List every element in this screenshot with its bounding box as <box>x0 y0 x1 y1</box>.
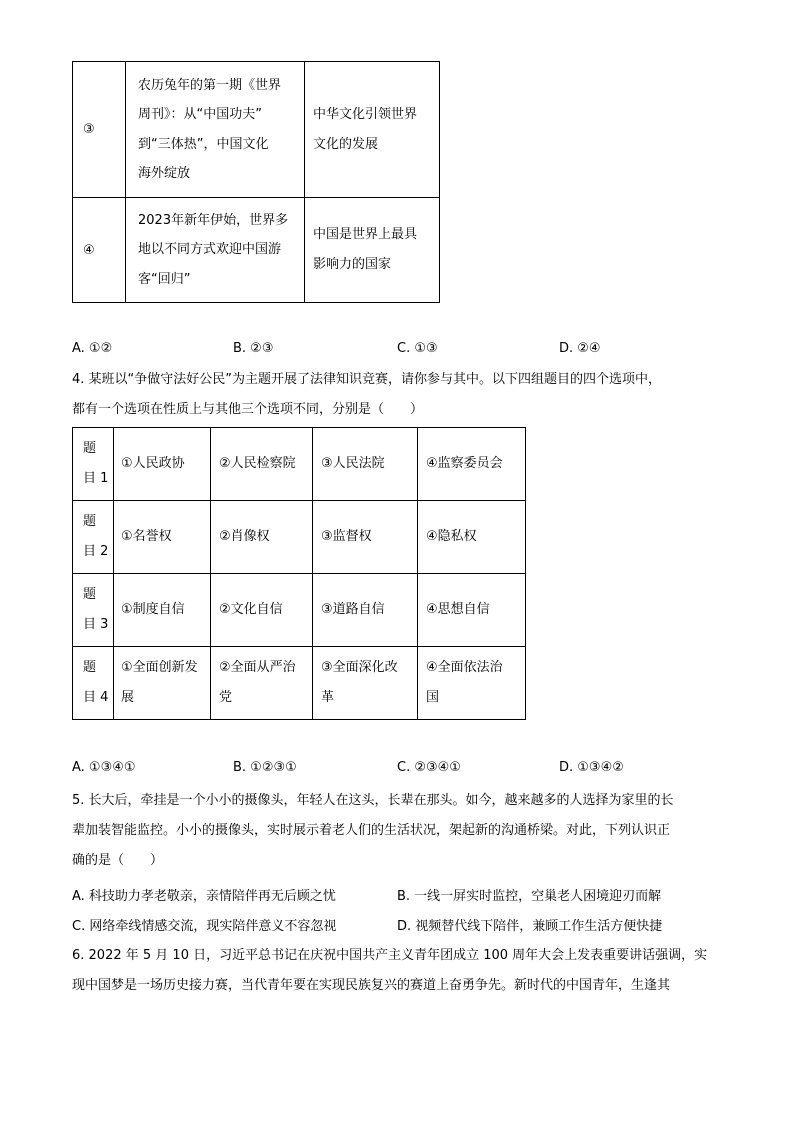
conclusion-line: 中华文化引领世界 <box>313 106 418 122</box>
table-row <box>73 62 440 198</box>
question-line: 都有一个选项在性质上与其他三个选项不同，分别是（ ） <box>72 402 424 417</box>
table-cell: ①人民政协 <box>114 428 211 501</box>
q4-table <box>72 427 526 720</box>
question-6 <box>72 941 732 1001</box>
row-label <box>73 647 114 720</box>
conclusion-line: 文化的发展 <box>313 136 379 152</box>
row-label <box>73 574 114 647</box>
table-cell: ④思想自信 <box>418 574 526 647</box>
option-c[interactable]: C. ①③ <box>397 341 438 356</box>
table-row <box>73 198 440 303</box>
table-cell: ④全面依法治 国 <box>418 647 526 720</box>
question-4 <box>72 365 732 425</box>
table-cell: ②文化自信 <box>211 574 313 647</box>
row-description <box>126 62 305 198</box>
top-table <box>72 61 440 303</box>
option-d[interactable]: D. 视频替代线下陪伴，兼顾工作生活方便快捷 <box>397 919 663 934</box>
question-line: 4. 某班以“争做守法好公民”为主题开展了法律知识竞赛，请你参与其中。以下四组题目的四个选项中， <box>72 372 662 387</box>
table-row <box>73 428 526 501</box>
table-cell: ③全面深化改 革 <box>313 647 418 720</box>
table-row <box>73 647 526 720</box>
option-a[interactable]: A. ①② <box>72 341 113 356</box>
table-cell: ①制度自信 <box>114 574 211 647</box>
row-conclusion <box>305 198 440 303</box>
label-line: 目 3 <box>83 617 109 632</box>
row-conclusion <box>305 62 440 198</box>
label-line: 目 1 <box>83 471 109 486</box>
table-cell: ③监督权 <box>313 501 418 574</box>
label-line: 题 <box>83 441 97 456</box>
table-cell: ①全面创新发 展 <box>114 647 211 720</box>
label-line: 目 2 <box>83 544 109 559</box>
option-b[interactable]: B. ①②③① <box>233 760 297 775</box>
row-number: ④ <box>73 198 126 303</box>
option-d[interactable]: D. ①③④② <box>559 760 624 775</box>
table-cell: ③人民法院 <box>313 428 418 501</box>
question-line: 辈加装智能监控。小小的摄像头，实时展示着老人们的生活状况，架起新的沟通桥梁。对此，下列认识正 <box>72 823 671 838</box>
row-description <box>126 198 305 303</box>
label-line: 目 4 <box>83 690 109 705</box>
desc-line: 到“三体热”，中国文化 <box>138 136 269 152</box>
desc-line: 海外绽放 <box>138 166 191 181</box>
question-line: 现中国梦是一场历史接力赛，当代青年要在实现民族复兴的赛道上奋勇争先。新时代的中国青年，生逢其 <box>72 978 671 993</box>
table-cell: ②全面从严治 党 <box>211 647 313 720</box>
option-b[interactable]: B. ②③ <box>233 341 274 356</box>
desc-line: 2023年新年伊始，世界多 <box>138 212 289 228</box>
desc-line: 周刊》：从“中国功夫” <box>138 107 262 122</box>
table-cell: ④隐私权 <box>418 501 526 574</box>
table-cell: ④监察委员会 <box>418 428 526 501</box>
question-5 <box>72 786 732 876</box>
label-line: 题 <box>83 660 97 675</box>
label-line: 题 <box>83 514 97 529</box>
label-line: 题 <box>83 587 97 602</box>
desc-line: 地以不同方式欢迎中国游 <box>138 242 282 258</box>
q3-options <box>72 341 672 361</box>
table-cell: ②人民检察院 <box>211 428 313 501</box>
option-a[interactable]: A. ①③④① <box>72 760 136 775</box>
table-cell: ②肖像权 <box>211 501 313 574</box>
conclusion-line: 影响力的国家 <box>313 257 392 272</box>
question-line: 6. 2022 年 5 月 10 日，习近平总书记在庆祝中国共产主义青年团成立 100 周年大会上发表重要讲话强调，实 <box>72 948 708 963</box>
desc-line: 农历兔年的第一期《世界 <box>138 77 282 93</box>
option-a[interactable]: A. 科技助力孝老敬亲，亲情陪伴再无后顾之忧 <box>72 889 336 904</box>
option-d[interactable]: D. ②④ <box>559 341 601 356</box>
question-line: 确的是（ ） <box>72 853 164 868</box>
option-c[interactable]: C. ②③④① <box>397 760 461 775</box>
q4-options <box>72 760 672 780</box>
table-cell: ①名誉权 <box>114 501 211 574</box>
table-cell: ③道路自信 <box>313 574 418 647</box>
option-b[interactable]: B. 一线一屏实时监控，空巢老人困境迎刃而解 <box>397 889 662 904</box>
table-row <box>73 501 526 574</box>
question-line: 5. 长大后，牵挂是一个小小的摄像头，年轻人在这头，长辈在那头。如今，越来越多的人选择为家里的长 <box>72 793 674 808</box>
option-c[interactable]: C. 网络牵线情感交流，现实陪伴意义不容忽视 <box>72 919 337 934</box>
row-number: ③ <box>73 62 126 198</box>
conclusion-line: 中国是世界上最具 <box>313 227 418 242</box>
row-label <box>73 428 114 501</box>
desc-line: 客“回归” <box>138 271 191 287</box>
table-row <box>73 574 526 647</box>
row-label <box>73 501 114 574</box>
